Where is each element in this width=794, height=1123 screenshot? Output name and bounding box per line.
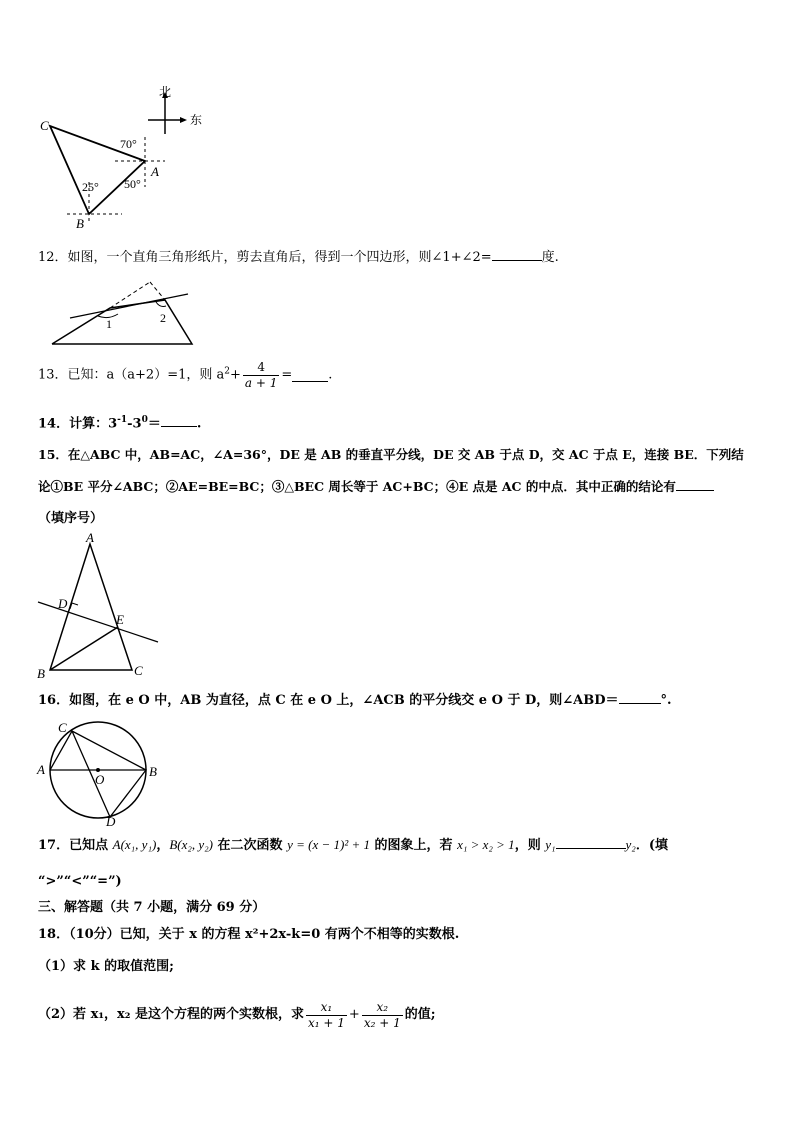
q15-point-d: D xyxy=(58,596,68,611)
angle-25-label: 25° xyxy=(82,180,99,194)
q17-point-b: B(x₂, y₂) xyxy=(169,837,214,852)
question-17-line2: “>”“<”“=”) xyxy=(38,874,122,889)
q13-text-after: . xyxy=(328,367,333,383)
q18-f2-num: x₂ xyxy=(376,999,389,1014)
figure-q15-triangle xyxy=(30,530,170,682)
q16-point-c: C xyxy=(58,720,67,735)
q16-point-b: B xyxy=(149,764,157,779)
q12-answer-blank[interactable] xyxy=(492,248,542,261)
vertex-b-label: B xyxy=(76,216,84,231)
angle-2-label: 2 xyxy=(160,311,166,325)
q15-vertex-b: B xyxy=(37,666,45,681)
q18-f1-den: x₁ + 1 xyxy=(308,1015,345,1030)
q13-plus: + xyxy=(230,367,241,383)
angle-50-label: 50° xyxy=(124,177,141,191)
section-3-heading: 三、解答题（共 7 小题，满分 69 分） xyxy=(38,900,266,915)
q16-text-after: °. xyxy=(660,693,672,708)
q13-answer-blank[interactable] xyxy=(292,369,328,382)
q18-f1-num: x₁ xyxy=(320,999,333,1014)
q13-text: 13．已知：a（a+2）=1，则 a xyxy=(38,367,225,383)
q17-answer-blank[interactable] xyxy=(556,836,626,849)
q18-fraction-1 xyxy=(306,1000,347,1031)
question-15-line2 xyxy=(38,478,714,496)
north-label: 北 xyxy=(159,85,172,99)
q18-plus: + xyxy=(348,1007,360,1022)
q17-y1: y₁ xyxy=(545,837,556,852)
q17-part3: 的图象上，若 xyxy=(370,838,458,853)
vertex-c-label: C xyxy=(40,118,49,133)
question-16 xyxy=(38,691,672,710)
q16-text: 16．如图，在 e O 中，AB 为直径，点 C 在 e O 上，∠ACB 的平分线交 e O 于 D，则∠ABD＝ xyxy=(38,693,619,708)
q15-line2-text: 论①BE 平分∠ABC；②AE=BE=BC；③△BEC 周长等于 AC+BC；④E 点是 AC 的中点．其中正确的结论有 xyxy=(38,479,676,494)
q16-point-a: A xyxy=(37,762,45,777)
angle-1-label: 1 xyxy=(106,317,112,331)
question-18-part2 xyxy=(38,993,436,1037)
q14-exp1: -1 xyxy=(117,415,128,425)
q17-y2: y₂ xyxy=(625,837,636,852)
figure-q11-direction xyxy=(30,82,220,232)
figure-q12-quadrilateral xyxy=(40,276,200,348)
q17-part5: ．(填 xyxy=(635,838,668,853)
q14-text: 14．计算：3 xyxy=(38,416,118,432)
q16-answer-blank[interactable] xyxy=(619,691,661,704)
q16-center-o: O xyxy=(95,772,105,787)
q14-answer-blank[interactable] xyxy=(161,414,197,427)
question-18-part1: （1）求 k 的取值范围; xyxy=(38,959,174,974)
q17-function: y = (x − 1)² + 1 xyxy=(287,837,370,852)
q14-mid: -3 xyxy=(127,416,142,432)
q12-text: 12．如图，一个直角三角形纸片，剪去直角后，得到一个四边形，则∠1+∠2= xyxy=(38,250,492,265)
q17-part4: ，则 xyxy=(514,838,546,853)
vertex-a-label: A xyxy=(151,164,159,179)
q17-comma: ， xyxy=(156,838,170,853)
question-13 xyxy=(38,360,332,391)
q15-vertex-a: A xyxy=(86,530,94,545)
question-18: 18．（10分）已知，关于 x 的方程 x²+2x-k=0 有两个不相等的实数根. xyxy=(38,927,460,942)
q18-fraction-2 xyxy=(362,1000,403,1031)
q13-eq: = xyxy=(281,367,293,383)
q18-f2-den: x₂ + 1 xyxy=(363,1015,401,1030)
q13-frac-den: a + 1 xyxy=(244,376,278,390)
q15-point-e: E xyxy=(116,612,124,627)
q17-condition: x₁ > x₂ > 1 xyxy=(457,837,515,852)
question-17 xyxy=(38,836,668,855)
q16-point-d: D xyxy=(106,814,116,826)
q17-point-a: A(x₁, y₁) xyxy=(112,837,157,852)
q17-part2: 在二次函数 xyxy=(213,838,288,853)
q12-text-after: 度. xyxy=(541,250,559,265)
question-14 xyxy=(38,411,201,433)
question-12 xyxy=(38,248,559,267)
q18-part2-after: 的值; xyxy=(404,1007,436,1022)
question-15-line1: 15．在△ABC 中，AB=AC，∠A=36°，DE 是 AB 的垂直平分线，DE 交 AB 于点 D，交 AC 于点 E，连接 BE．下列结 xyxy=(38,447,744,462)
q13-fraction xyxy=(243,360,279,391)
q14-eq: ＝ xyxy=(147,416,161,432)
q15-vertex-c: C xyxy=(134,663,143,678)
q15-answer-blank[interactable] xyxy=(676,478,714,491)
q18-part2-text: （2）若 x₁，x₂ 是这个方程的两个实数根，求 xyxy=(38,1007,304,1022)
east-label: 东 xyxy=(190,113,203,127)
q13-exponent: 2 xyxy=(224,366,230,377)
q17-part1: 17．已知点 xyxy=(38,838,113,853)
figure-q16-circle xyxy=(32,716,167,826)
angle-70-label: 70° xyxy=(120,137,137,151)
question-15-line3: （填序号） xyxy=(38,511,104,526)
q14-exp2: 0 xyxy=(141,415,148,425)
q14-text-after: . xyxy=(196,416,202,432)
q13-frac-num: 4 xyxy=(257,360,265,374)
